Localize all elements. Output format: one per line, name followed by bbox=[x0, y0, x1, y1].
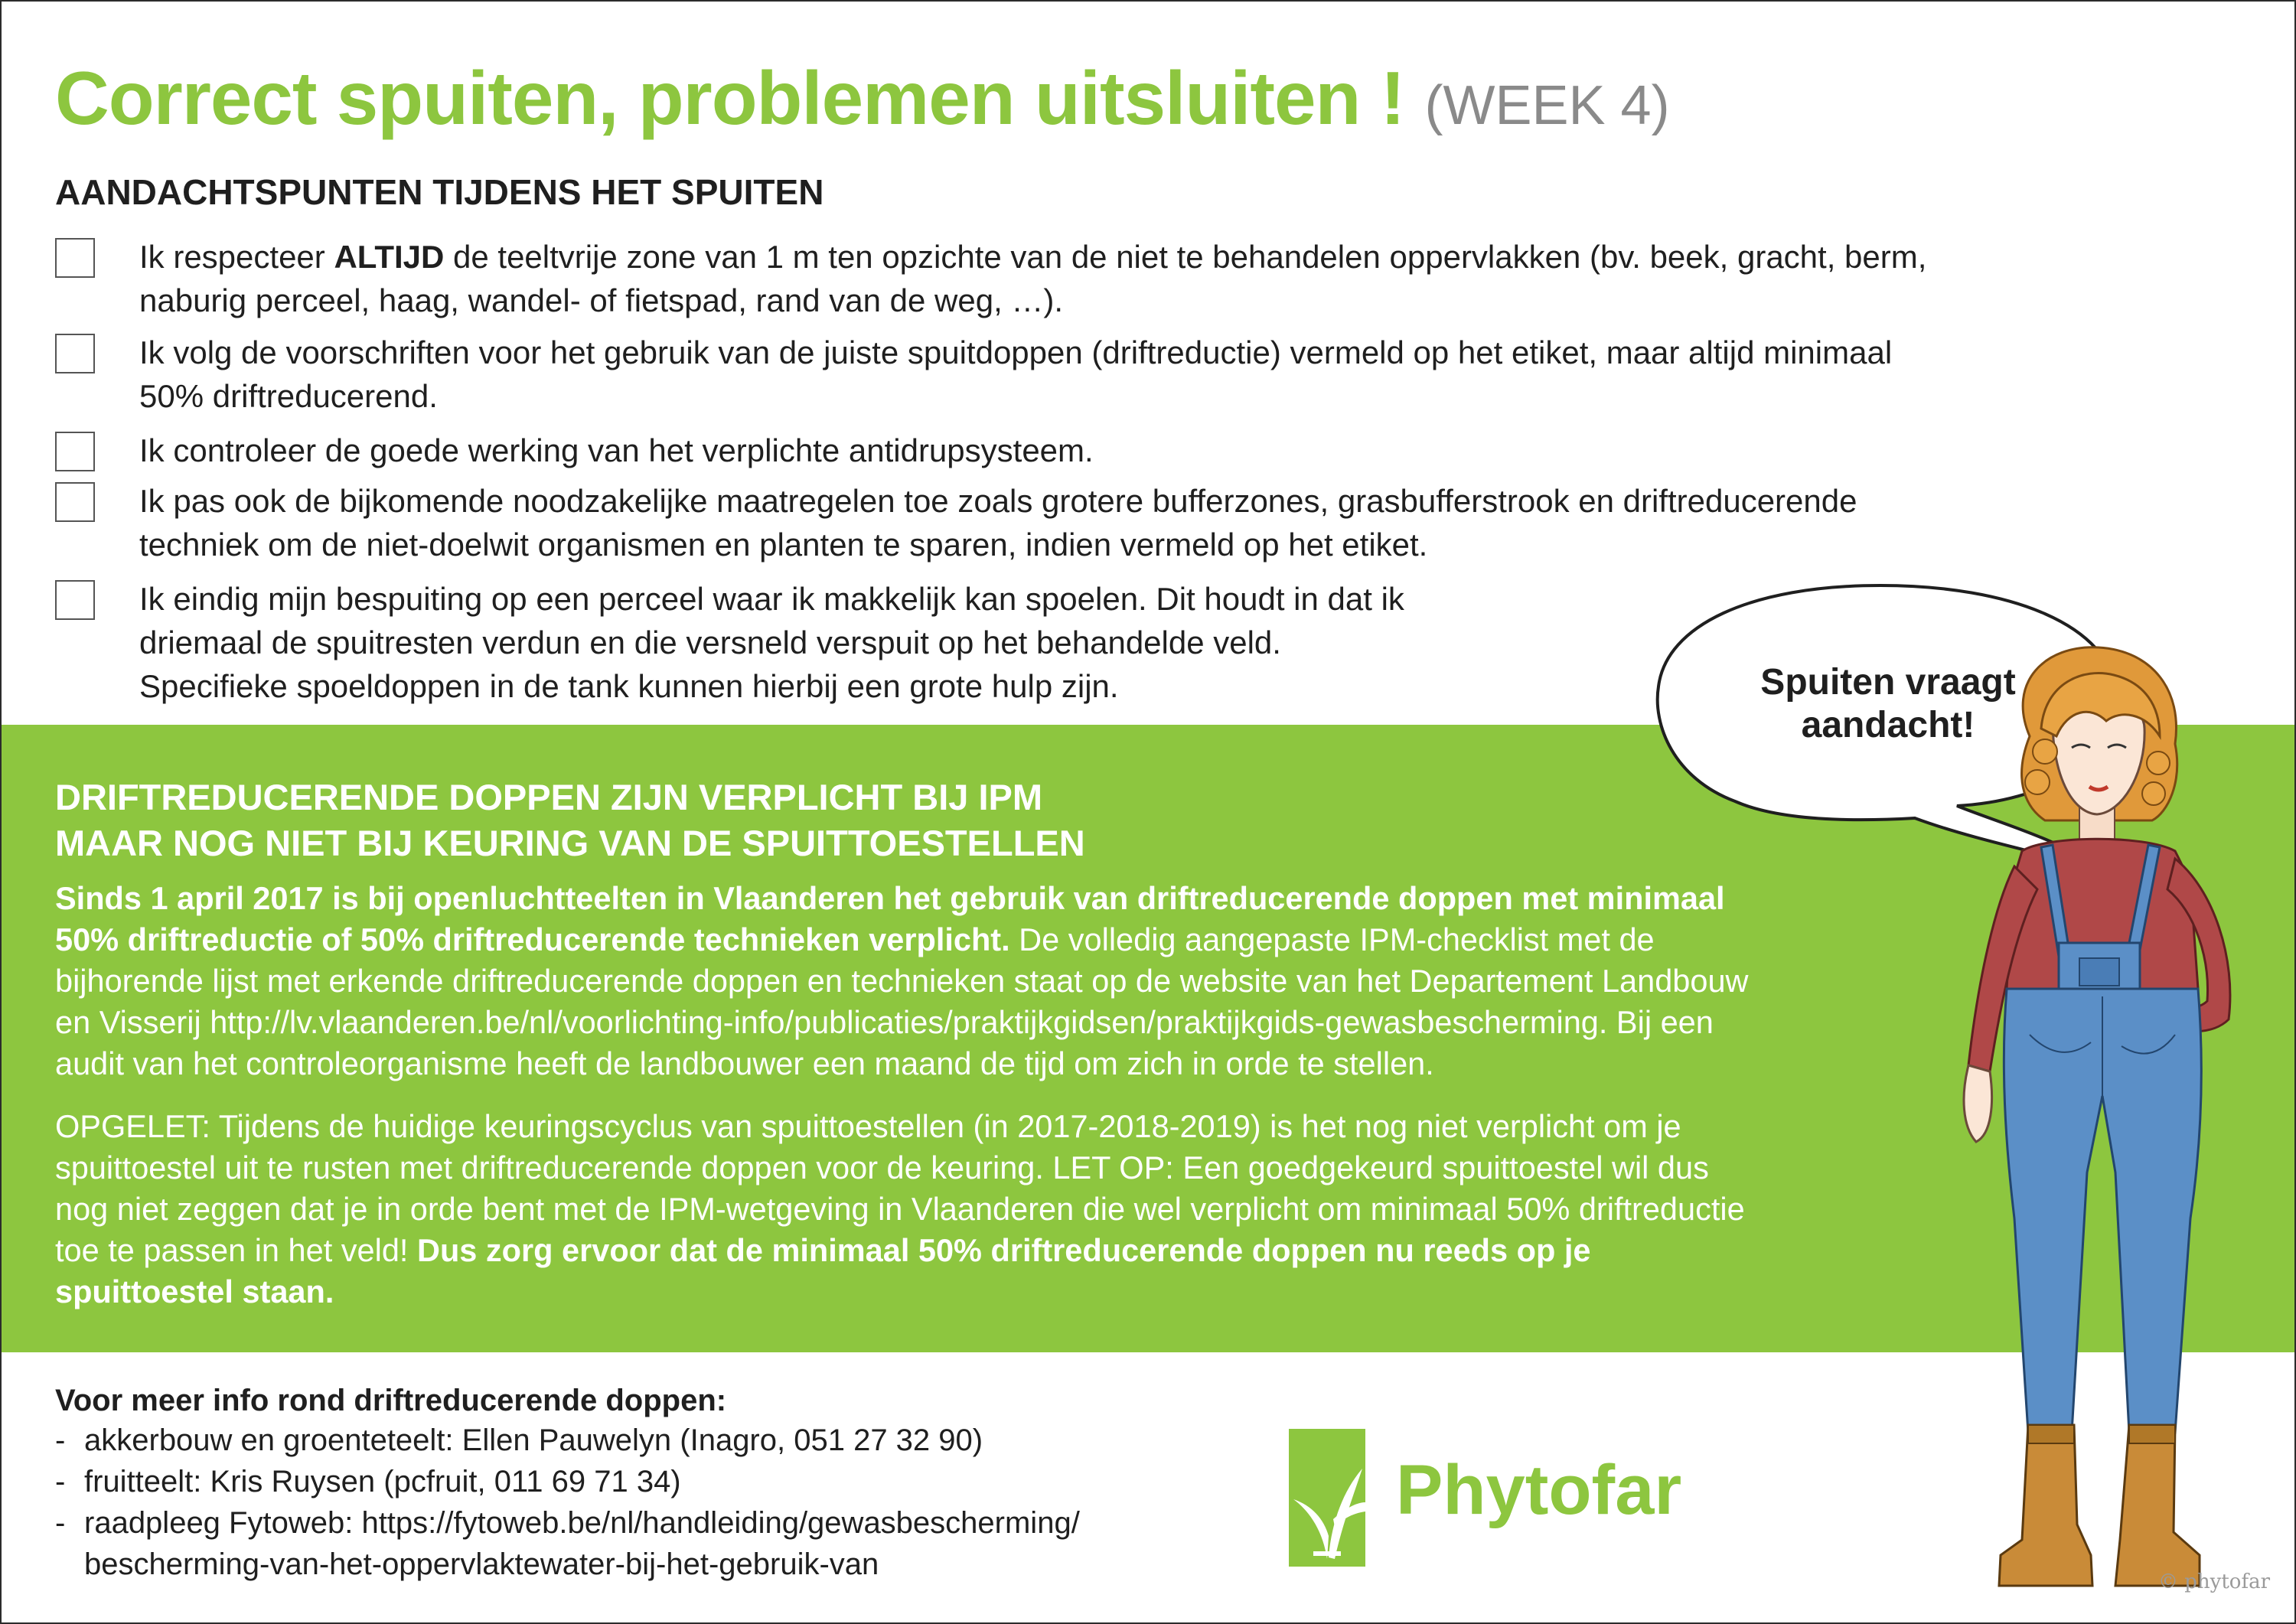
woman-in-overalls-illustration bbox=[1915, 637, 2259, 1601]
checkbox[interactable] bbox=[55, 432, 95, 471]
checklist-text: Ik respecteer ALTIJD de teeltvrije zone van 1 m ten opzichte van de niet te behandelen oppervlakken (bv. beek, gracht, berm, naburig perceel, haag, wandel- of fietspad, rand van de weg, …). bbox=[139, 239, 1927, 318]
leaf-logo-icon bbox=[1289, 1429, 1373, 1567]
checkbox[interactable] bbox=[55, 580, 95, 620]
checklist-text: Ik pas ook de bijkomende noodzakelijke maatregelen toe zoals grotere bufferzones, grasbufferstrook en driftreducerende techniek om de niet-doelwit organismen en planten te sparen, indien vermeld op het etiket. bbox=[139, 483, 1857, 563]
checklist-text: Ik controleer de goede werking van het verplichte antidrupsysteem. bbox=[139, 432, 1094, 468]
checklist-text: Ik volg de voorschriften voor het gebruik van de juiste spuitdoppen (driftreductie) vermeld op het etiket, maar altijd minimaal 50% driftreducerend. bbox=[139, 334, 1893, 414]
checklist-text: Ik eindig mijn bespuiting op een perceel waar ik makkelijk kan spoelen. Dit houdt in dat ik driemaal de spuitresten verdun en die versneld verspuit op het behandelde veld. Specifieke spoeldoppen in de tank kunnen hierbij een grote hulp zijn. bbox=[139, 581, 1404, 704]
band-paragraph-2: OPGELET: Tijdens de huidige keuringscyclus van spuittoestellen (in 2017-2018-2019) is het nog niet verplicht om je spuittoestel uit te rusten met driftreducerende doppen voor de keuring. LET OP: Een goedgekeurd spuittoestel wil dus nog niet zeggen dat je in orde bent met de IPM-wetgeving in Vlaanderen die wel verplicht om minimaal 50% driftreductie toe te passen in het veld! Dus zorg ervoor dat de minimaal 50% driftreducerende doppen nu reeds op je spuittoestel staan. bbox=[55, 1108, 1745, 1309]
band-paragraph-1: Sinds 1 april 2017 is bij openluchtteelten in Vlaanderen het gebruik van driftreducerende doppen met minimaal 50% driftreductie of 50% driftreducerende technieken verplicht. De volledig aangepaste IPM-checklist met de bijhorende lijst met erkende driftreducerende doppen en technieken staat op de website van het Departement Landbouw en Visserij http://lv.vlaanderen.be/nl/voorlichting-info/publicaties/praktijkgidsen/praktijkgids-gewasbescherming. Bij een audit van het controleorganisme heeft de landbouwer een maand de tijd om zich in orde te stellen. bbox=[55, 880, 1749, 1081]
checkbox[interactable] bbox=[55, 238, 95, 278]
band-heading: DRIFTREDUCERENDE DOPPEN ZIJN VERPLICHT BIJ IPM MAAR NOG NIET BIJ KEURING VAN DE SPUITTOESTELLEN bbox=[55, 777, 1085, 863]
checkbox[interactable] bbox=[55, 482, 95, 522]
title-week: (WEEK 4) bbox=[1424, 75, 1670, 136]
fytoweb-link[interactable]: raadpleeg Fytoweb: https://fytoweb.be/nl/handleiding/gewasbescherming/ bbox=[84, 1506, 1080, 1540]
section-header: AANDACHTSPUNTEN TIJDENS HET SPUITEN bbox=[55, 172, 824, 212]
page-title bbox=[55, 55, 1670, 142]
title-main: Correct spuiten, problemen uitsluiten ! bbox=[55, 56, 1405, 140]
copyright-credit: © phytofar bbox=[2158, 1570, 2270, 1593]
flyer-card: Correct spuiten, problemen uitsluiten ! (WEEK 4) AANDACHTSPUNTEN TIJDENS HET SPUITEN Ik respecteer ALTIJD de teeltvrije zone van 1 m ten opzichte van de niet te behandelen oppervlakken (bv. beek, gracht, berm, naburig perceel, haag, wandel- of fietspad, rand van de weg, …). Ik volg de voorschriften voor het gebruik van de juiste spuitdoppen (driftreductie) vermeld op het etiket, maar altijd minimaal 50% driftreducerend. Ik controleer de goede werking van het verplichte antidrupsysteem. Ik pas ook de bijkomende noodzakelijke maatregelen toe zoals grotere bufferzones, grasbufferstrook en driftreducerende techniek om de niet-doelwit organismen en planten te sparen, indien vermeld op het etiket. Ik eindig mijn bespuiting op een perceel waar ik makkelijk kan spoelen. Dit houdt in dat ik driemaal de spuitresten verdun en die versneld verspuit op het behandelde veld. Specifieke spoeldoppen in de tank kunnen hierbij een grote hulp zijn. DRIFTREDUCERENDE DOPPEN ZIJN VERPLICHT BIJ IPM MAAR NOG NIET BIJ KEURING VAN DE SPUITTOESTELLEN Sinds 1 april 2017 is bij openluchtteelten in Vlaanderen het gebruik van driftreducerende doppen met minimaal 50% driftreductie of 50% driftreducerende technieken verplicht. De volledig aangepaste IPM-checklist met de bijhorende lijst met erkende driftreducerende doppen en technieken staat op de website van het Departement Landbouw en Visserij http://lv.vlaanderen.be/nl/voorlichting-info/publicaties/praktijkgidsen/praktijkgids-gewasbescherming. Bij een audit van het controleorganisme heeft de landbouwer een maand de tijd om zich in orde te stellen. OPGELET: Tijdens de huidige keuringscyclus van spuittoestellen (in 2017-2018-2019) is het nog niet verplicht om je spuittoestel uit te rusten met driftreducerende doppen voor de keuring. LET OP: Een goedgekeurd spuittoestel wil dus nog niet zeggen dat je in orde bent met de IPM-wetgeving in Vlaanderen die wel verplicht om minimaal 50% driftreductie toe te passen in het veld! Dus zorg ervoor dat de minimaal 50% driftreducerende doppen nu reeds op je spuittoestel staan. Voor meer info rond driftreducerende doppen: - akkerbouw en groenteteelt: Ellen Pauwelyn (Inagro, 051 27 32 90) - fruitteelt: Kris Ruysen (pcfruit, 011 69 71 34) - raadpleeg Fytoweb: https://fytoweb.be/nl/handleiding/gewasbescherming/ bescherming-van-het-oppervlaktewater-bij-het-gebruik-van Phytofar Spuiten vraagt aandacht! © phytofar bbox=[0, 0, 2296, 1624]
fytoweb-link-continued[interactable]: bescherming-van-het-oppervlaktewater-bij-het-gebruik-van bbox=[84, 1547, 879, 1581]
checkbox[interactable] bbox=[55, 334, 95, 373]
phytofar-logo bbox=[1289, 1429, 1702, 1574]
speech-bubble-text: Spuiten vraagt aandacht! bbox=[1760, 662, 2016, 745]
logo-text: Phytofar bbox=[1396, 1451, 1682, 1529]
more-info-heading: Voor meer info rond driftreducerende doppen: bbox=[55, 1384, 727, 1417]
